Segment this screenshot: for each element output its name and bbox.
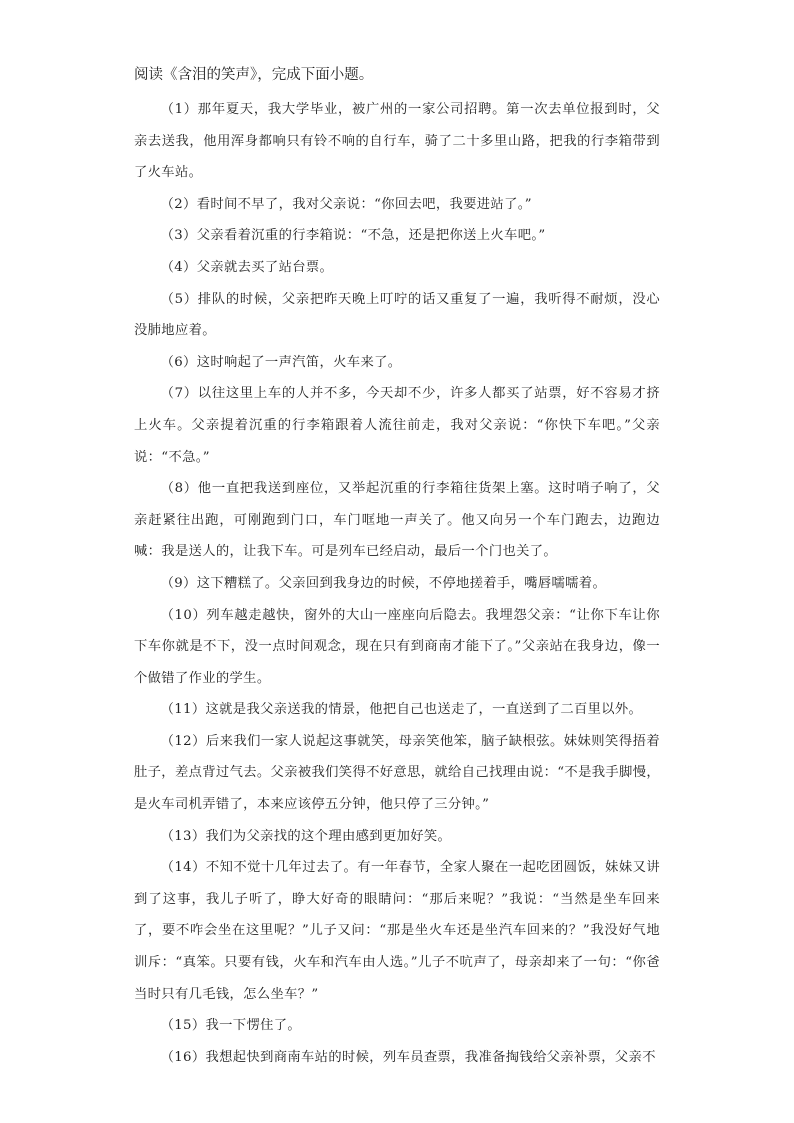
paragraph-16: （16）我想起快到商南车站的时候，列车员查票，我准备掏钱给父亲补票，父亲不	[160, 1049, 656, 1065]
paragraph-14: （14）不知不觉十几年过去了。有一年春节，全家人聚在一起吃团圆饭，妹妹又讲到了这事，我儿子听了，睁大好奇的眼睛问：“那后来呢？”我说：“当然是坐车回来了，要不咋会坐在这里呢？”儿子又问：“那是坐火车还是坐汽车回来的？”我没好气地训斥：“真笨。只要有钱，火车和汽车由人选。”儿子不吭声了，母亲却来了一句：“你爸当时只有几毛钱，怎么坐车？”	[134, 860, 660, 1002]
paragraph-2: （2）看时间不早了，我对父亲说：“你回去吧，我要进站了。”	[160, 196, 532, 212]
paragraph-5: （5）排队的时候，父亲把昨天晚上叮咛的话又重复了一遍，我听得不耐烦，没心没肺地应着。	[134, 291, 660, 339]
paragraph-15: （15）我一下愣住了。	[160, 1018, 302, 1034]
paragraph-8: （8）他一直把我送到座位，又举起沉重的行李箱往货架上塞。这时哨子响了，父亲赶紧往出跑，可刚跑到门口，车门哐地一声关了。他又向另一个车门跑去，边跑边喊：我是送人的，让我下车。可是列车已经启动，最后一个门也关了。	[134, 481, 660, 560]
paragraph-7: （7）以往这里上车的人并不多，今天却不少，许多人都买了站票，好不容易才挤上火车。父亲提着沉重的行李箱跟着人流往前走，我对父亲说：“你快下车吧。”父亲说：“不急。”	[134, 386, 660, 465]
document-content	[134, 64, 660, 1073]
paragraph-13: （13）我们为父亲找的这个理由感到更加好笑。	[160, 828, 452, 844]
paragraph-4: （4）父亲就去买了站台票。	[160, 259, 334, 275]
paragraph-10: （10）列车越走越快，窗外的大山一座座向后隐去。我埋怨父亲：“让你下车让你下车你就是不下，没一点时间观念，现在只有到商南才能下了。”父亲站在我身边，像一个做错了作业的学生。	[134, 607, 660, 686]
paragraph-12: （12）后来我们一家人说起这事就笑，母亲笑他笨，脑子缺根弦。妹妹则笑得捂着肚子，差点背过气去。父亲被我们笑得不好意思，就给自己找理由说：“不是我手脚慢，是火车司机弄错了，本来应该停五分钟，他只停了三分钟。”	[134, 733, 660, 813]
reading-prompt-title: 阅读《含泪的笑声》，完成下面小题。	[134, 67, 374, 83]
paragraph-1: （1）那年夏天，我大学毕业，被广州的一家公司招聘。第一次去单位报到时，父亲去送我，他用浑身都响只有铃不响的自行车，骑了二十多里山路，把我的行李箱带到了火车站。	[134, 102, 660, 181]
paragraph-3: （3）父亲看着沉重的行李箱说：“不急，还是把你送上火车吧。”	[160, 228, 546, 244]
paragraph-6: （6）这时响起了一声汽笛，火车来了。	[160, 354, 402, 370]
paragraph-11: （11）这就是我父亲送我的情景，他把自己也送走了，一直送到了二百里以外。	[160, 702, 643, 718]
paragraph-9: （9）这下糟糕了。父亲回到我身边的时候，不停地搓着手，嘴唇嚅嚅着。	[160, 575, 607, 591]
